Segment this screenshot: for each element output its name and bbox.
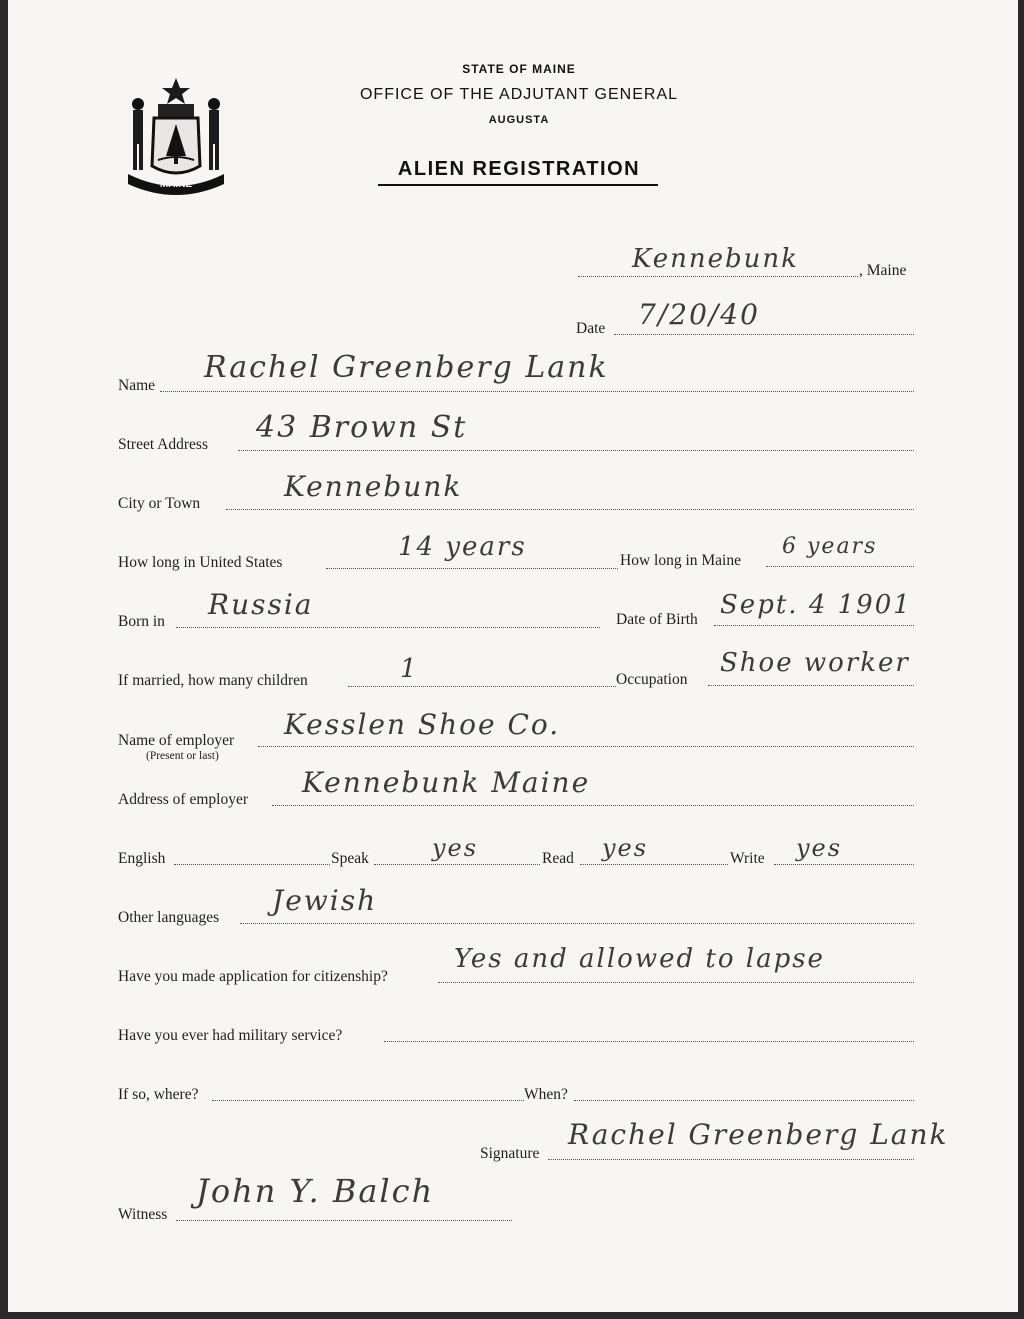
registration-form-page	[8, 0, 1018, 1312]
title-underline	[378, 184, 658, 186]
years-us-label: How long in United States	[118, 554, 283, 571]
born-in-value: Russia	[208, 588, 314, 621]
date-label: Date	[576, 320, 606, 337]
place-suffix: , Maine	[859, 262, 907, 279]
signature-label: Signature	[480, 1145, 540, 1162]
citizenship-value: Yes and allowed to lapse	[454, 944, 825, 974]
born-in-label: Born in	[118, 613, 165, 630]
signature-line	[548, 1159, 914, 1160]
english-line	[174, 864, 330, 865]
form-title: ALIEN REGISTRATION	[397, 158, 641, 180]
date-line	[614, 334, 914, 335]
years-maine-label: How long in Maine	[620, 552, 741, 569]
when-line	[574, 1100, 914, 1101]
children-line	[348, 686, 616, 687]
read-label: Read	[542, 850, 574, 867]
employer-line	[258, 746, 914, 747]
city-label: City or Town	[118, 495, 201, 512]
military-label: Have you ever had military service?	[118, 1027, 343, 1044]
occupation-label: Occupation	[616, 671, 688, 688]
years-us-line	[326, 568, 618, 569]
name-line	[160, 391, 914, 392]
english-label: English	[118, 850, 166, 867]
employer-value: Kesslen Shoe Co.	[284, 708, 561, 741]
occupation-value: Shoe worker	[720, 648, 910, 678]
children-value: 1	[400, 654, 419, 684]
citizenship-label: Have you made application for citizenship?	[118, 968, 388, 985]
city-value: Kennebunk	[284, 470, 463, 503]
other-languages-value: Jewish	[272, 884, 378, 917]
where-line	[212, 1100, 524, 1101]
signature-value: Rachel Greenberg Lank	[568, 1118, 949, 1151]
witness-value: John Y. Balch	[196, 1172, 435, 1210]
children-label: If married, how many children	[118, 672, 308, 689]
speak-value: yes	[432, 834, 479, 862]
write-value: yes	[796, 834, 843, 862]
citizenship-line	[438, 982, 914, 983]
date-value: 7/20/40	[638, 298, 760, 331]
read-value: yes	[602, 834, 649, 862]
name-value: Rachel Greenberg Lank	[204, 350, 609, 385]
witness-line	[176, 1220, 512, 1221]
read-line	[580, 864, 728, 865]
employer-address-value: Kennebunk Maine	[302, 766, 591, 799]
city-line	[226, 509, 914, 510]
when-label: When?	[524, 1086, 568, 1103]
svg-text:MAINE: MAINE	[159, 179, 193, 190]
dob-line	[714, 625, 914, 626]
write-label: Write	[730, 850, 765, 867]
street-line	[238, 450, 914, 451]
witness-label: Witness	[118, 1206, 168, 1223]
where-label: If so, where?	[118, 1086, 199, 1103]
occupation-line	[708, 685, 914, 686]
dob-value: Sept. 4 1901	[720, 590, 912, 620]
other-languages-label: Other languages	[118, 909, 220, 926]
office-heading: OFFICE OF THE ADJUTANT GENERAL	[359, 86, 679, 103]
place-line	[578, 276, 858, 277]
years-us-value: 14 years	[398, 532, 527, 562]
name-label: Name	[118, 377, 156, 394]
speak-line	[374, 864, 540, 865]
state-heading: STATE OF MAINE	[462, 62, 576, 76]
employer-address-line	[272, 805, 914, 806]
employer-address-label: Address of employer	[118, 791, 248, 808]
city-heading: AUGUSTA	[488, 114, 550, 126]
employer-label: Name of employer	[118, 732, 235, 749]
employer-sublabel: (Present or last)	[146, 750, 219, 762]
years-maine-value: 6 years	[782, 534, 878, 559]
write-line	[774, 864, 914, 865]
dob-label: Date of Birth	[616, 611, 698, 628]
years-maine-line	[766, 566, 914, 567]
born-in-line	[176, 627, 600, 628]
street-value: 43 Brown St	[256, 410, 468, 445]
military-line	[384, 1041, 914, 1042]
place-value: Kennebunk	[632, 244, 799, 274]
street-label: Street Address	[118, 436, 208, 453]
other-languages-line	[240, 923, 914, 924]
speak-label: Speak	[331, 850, 369, 867]
